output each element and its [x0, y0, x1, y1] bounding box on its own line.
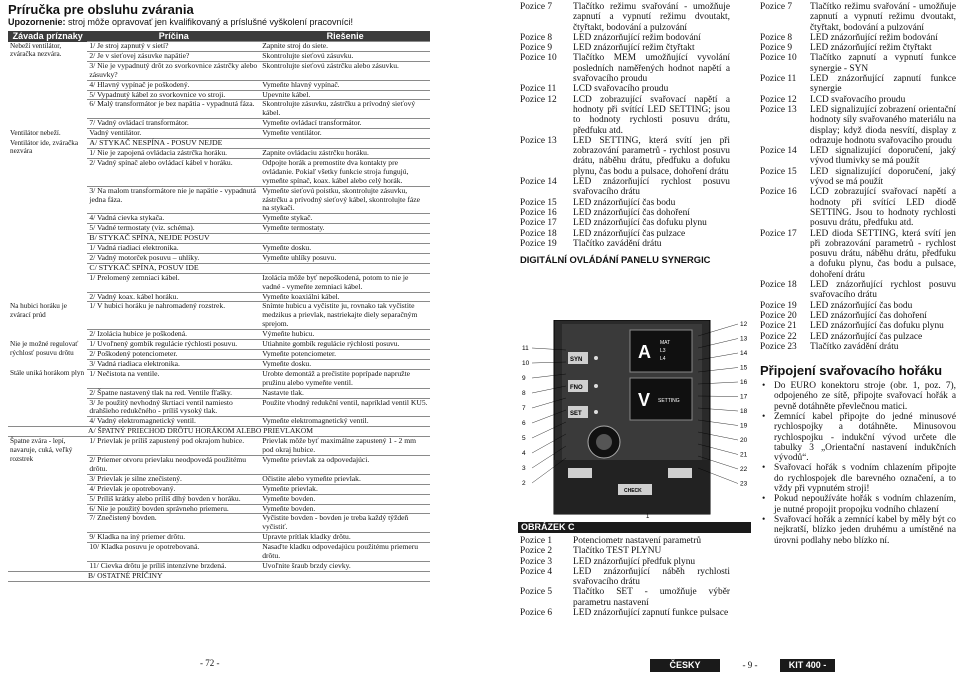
l3-label: L3 [660, 348, 666, 354]
warning-body: stroj môže opravovať jen kvalifikovaný a príslušné vyškolení pracovníci! [65, 17, 354, 27]
position-key: Pozice 4 [520, 566, 553, 577]
cause-cell: C/ STYKAČ SPÍNA, POSUV IDE [87, 263, 260, 273]
callout-number: 3 [522, 465, 526, 472]
position-item [760, 342, 956, 352]
solution-cell: Vymeňte uhlíky posuvu. [260, 253, 430, 263]
position-desc: LED znázorňující čas dohoření [810, 310, 927, 321]
position-item [520, 33, 730, 43]
cause-cell: 7/ Vadný ovládací transformátor. [87, 119, 260, 129]
position-key: Pozice 7 [760, 2, 793, 12]
position-desc: LED znázorňující režim čtyřtakt [810, 43, 932, 54]
position-key: Pozice 19 [520, 238, 557, 249]
setting-label: SETTING [658, 398, 680, 404]
solution-cell: Vymeňte termostaty. [260, 224, 430, 234]
callout-number: 22 [740, 466, 748, 473]
display-a-label: A [638, 342, 651, 362]
position-item [520, 208, 730, 218]
position-desc: LED signalizující doporučení, jaký vývod se má použít [810, 166, 956, 188]
callout-number: 12 [740, 321, 748, 328]
position-desc: LED signalizující doporučení, jaký vývod tlumivky se má použít [810, 146, 956, 167]
solution-cell: Skontrolujte sieťovú zástrčku alebo zásuvku. [260, 61, 430, 80]
table-row [8, 369, 430, 388]
bullet-item: • Zemnící kabel připojte do jedné minusové rychlospojky a dotáhněte. Minusovou rychlospojku - indukční vývod určete dle tabulky 3 „Orientační nastavení indukčních vývodů“. [774, 412, 956, 463]
cause-cell: 4/ Prievlak je opotrebovaný. [87, 484, 260, 494]
position-item [520, 608, 730, 618]
position-desc: LED znázorňující čas dofuku plynu [810, 321, 944, 332]
position-desc: LED znázorňující režim bodování [810, 32, 938, 43]
cause-cell: 3/ Prievlak je silne znečistený. [87, 474, 260, 484]
cause-cell: 1/ Vadná riadiaci elektronika. [87, 244, 260, 254]
position-key: Pozice 12 [760, 94, 797, 105]
solution-cell: Uvoľnite šraub brzdy cievky. [260, 561, 430, 571]
position-item [520, 95, 730, 136]
cause-cell: 10/ Kladka posuvu je opotrebovaná. [87, 543, 260, 562]
position-item [520, 229, 730, 239]
position-desc: LED znázorňující čas pulzace [573, 228, 686, 239]
position-key: Pozice 3 [520, 556, 553, 567]
cause-cell: 1/ Nie je zapojená ovládacia zástrčka horáku. [87, 148, 260, 158]
position-desc: LED znázorňující předfuk plynu [573, 556, 696, 567]
position-desc: LCD svařovacího proudu [573, 84, 669, 95]
cause-cell: 2/ Je v sieťovej zásuvke napätie? [87, 51, 260, 61]
cause-cell: 1/ Prelomený zemniaci kábel. [87, 273, 260, 292]
position-key: Pozice 11 [520, 84, 557, 95]
position-desc: LED znázorňující náběh rychlosti svařovacího drátu [573, 566, 730, 588]
position-desc: LED znázorňující čas pulzace [810, 331, 923, 342]
gas-test-button[interactable] [568, 468, 592, 478]
cause-cell: 1/ V hubici horáku je nahromadený rozstrek. [87, 302, 260, 330]
cause-cell: 4/ Hlavný vypínač je poškodený. [87, 80, 260, 90]
position-desc: LED znázorňující čas dofuku plynu [573, 218, 707, 229]
synergic-panel-diagram [518, 320, 758, 520]
page-number-right: - 9 - [742, 660, 758, 670]
table-section-row [8, 427, 430, 437]
fault-cell: Ventilátor ide, zváračka nezvára [10, 138, 79, 156]
solution-cell: Odpojte horák a premostite dva kontakty pre ovládanie. Pokiaľ všetky funkcie stroja fungujú, vymeňte spínač, koax. kábel alebo celý horák. [260, 158, 430, 186]
bullet-item: • Do EURO konektoru stroje (obr. 1, poz. 7), odpojeného ze sítě, připojte svařovací hořák a pevně dotáhněte převlečnou matici. [774, 381, 956, 412]
warning-label: Upozornenie: [8, 17, 66, 27]
cause-cell: 1/ Nečistota na ventile. [87, 369, 260, 388]
fault-cell: Špatne zvára - lepí, navaruje, cuká, veľký rozstrek [8, 437, 87, 572]
position-item [520, 2, 730, 33]
section-heading: Připojení svařovacího hořáku [760, 363, 943, 379]
position-desc: Tlačítko zavádění drátu [810, 341, 899, 352]
position-key: Pozice 6 [520, 608, 553, 619]
fault-cell: Na hubici horáku je zvárací prúd [10, 301, 67, 319]
bullet-list [760, 381, 956, 546]
solution-cell: Vymeňte prievlak za odpovedajúci. [260, 455, 430, 474]
bullet-item: • Svařovací hořák s vodním chlazením připojte do rychlospojek dle barevného označení, a to vždy při vypnutém stroji! [774, 463, 956, 494]
callout-number: 18 [740, 408, 748, 415]
position-key: Pozice 7 [520, 2, 553, 12]
solution-cell: Zapnite stroj do siete. [260, 42, 430, 52]
header-cause: Príčina [87, 31, 260, 42]
position-desc: LED znázorňující čas dohoření [573, 207, 690, 218]
table-section-row [8, 139, 430, 149]
position-key: Pozice 9 [760, 43, 793, 54]
solution-cell: Skontrolujte zásuvku, zástrčku a prívodný sieťový kábel. [260, 100, 430, 119]
position-desc: LED znázorňující rychlost posuvu svařovacího drátu [810, 280, 956, 301]
callout-number: 20 [740, 437, 748, 444]
position-item [760, 280, 956, 301]
position-item [760, 105, 956, 146]
led-indicator [594, 410, 598, 414]
position-list-b [520, 536, 730, 618]
position-item [520, 177, 730, 198]
cause-cell: 3/ Vadná riadiaca elektronika. [87, 359, 260, 369]
position-desc: LED znázorňující režim čtyřtakt [573, 43, 695, 54]
callout-number: 5 [522, 435, 526, 442]
solution-cell: Upravte prítlak kladky drôtu. [260, 533, 430, 543]
position-item [520, 198, 730, 208]
position-item [760, 95, 956, 105]
callout-number: 8 [522, 390, 526, 397]
position-desc: LED SETTING, která svítí jen při zobrazování parametrů - rychlost posuvu drátu, náběhu drátu, předfuku a dofuku plynu, čas bodu a pulsace, dohoření drátu [573, 135, 730, 177]
position-item [520, 546, 730, 556]
solution-cell: Vymeňte potenciometer. [260, 350, 430, 360]
fno-label: FNO [570, 385, 583, 391]
position-item [520, 84, 730, 94]
display-v-label: V [638, 390, 651, 410]
fault-cell: Ventilátor nebeží. [10, 128, 61, 137]
position-key: Pozice 18 [520, 228, 557, 239]
cause-cell: 4/ Vadný elektromagnetický ventil. [87, 417, 260, 427]
cause-cell: 1/ Prievlak je príliš zapustený pod okrajom hubice. [87, 437, 260, 456]
solution-cell: Vymeňte bovden. [260, 504, 430, 514]
position-key: Pozice 10 [520, 53, 557, 64]
solution-cell: Utiahnite gombík regulácie rýchlosti posuvu. [260, 340, 430, 350]
cause-cell: A/ STYKAČ NESPÍNA - POSUV NEJDE [87, 139, 260, 149]
position-desc: LED znázorňující čas bodu [810, 300, 913, 311]
position-desc: LED znázorňující režim bodování [573, 32, 701, 43]
solution-cell: Upevnite kábel. [260, 90, 430, 100]
wire-feed-button[interactable] [668, 468, 692, 478]
cause-cell: 6/ Nie je použitý bovden správneho priemeru. [87, 504, 260, 514]
solution-cell: Vymeňte koaxiálni kábel. [260, 292, 430, 302]
solution-cell: Vyčistite bovden - bovden je treba každý týždeň vyčistiť. [260, 514, 430, 533]
position-desc: Potenciometr nastavení parametrů [573, 536, 702, 546]
set-label: SET [570, 411, 582, 417]
position-key: Pozice 5 [520, 587, 553, 598]
position-item [520, 53, 730, 84]
callout-number: 16 [740, 379, 748, 386]
cause-cell: 3/ Je použitý nevhodný škrtiaci ventil namiesto drahšieho redukčného - príliš vysoký tlak. [87, 398, 260, 417]
solution-cell: Vymeňte stykač. [260, 214, 430, 224]
solution-cell: Skontrolujte sieťovú zásuvku. [260, 51, 430, 61]
position-key: Pozice 11 [760, 74, 797, 85]
troubleshooting-table [8, 31, 430, 582]
cause-cell: 5/ Vadné termostaty (viz. schéma). [87, 224, 260, 234]
middle-column-b [520, 536, 730, 618]
solution-cell: Snímte hubicu a vyčistite ju, rovnako tak vyčistite medzikus a prievlak, nastriekajte diely separačným sprejom. [260, 302, 430, 330]
solution-cell: Izolácia môže byť nepoškodená, potom to nie je vadné - vymeňte zemniaci kábel. [260, 273, 430, 292]
fault-cell: Nie je možné regulovať rýchlosť posuvu drôtu [10, 339, 79, 357]
fault-cell: Nebeží ventilátor, zváračka nezvára. [10, 41, 62, 59]
position-desc: Tlačítko zavádění drátu [573, 238, 662, 249]
cause-cell: 2/ Priemer otvoru prievlaku neodpovedá použitému drôtu. [87, 455, 260, 474]
position-list-a [520, 2, 730, 249]
callout-number: 17 [740, 393, 748, 401]
position-item [520, 43, 730, 53]
solution-cell: Výmeňte hubicu. [260, 330, 430, 340]
position-item [760, 53, 956, 74]
page-number-left: - 72 - [200, 658, 220, 668]
cause-cell: 2/ Poškodený potenciometer. [87, 350, 260, 360]
callout-number: 2 [522, 480, 526, 487]
cause-cell: 2/ Vadný spínač alebo ovládací kábel v horáku. [87, 158, 260, 186]
cause-cell: 1/ Uvoľnený gombík regulácie rýchlosti posuvu. [87, 340, 260, 350]
position-key: Pozice 16 [760, 187, 797, 198]
callout-number: 21 [740, 451, 748, 459]
cause-cell: 6/ Malý transformátor je bez napätia - vypadnutá fáza. [87, 100, 260, 119]
cause-cell: 11/ Cievka drôtu je príliš intenzívne brzdená. [87, 561, 260, 571]
callout-number: 19 [740, 422, 748, 430]
header-fault: Závada príznaky [8, 31, 87, 42]
callout-number: 14 [740, 350, 748, 357]
warning-text [8, 17, 353, 27]
position-desc: LED signalizující zobrazení orientační hodnoty síly svařovaného materiálu na display; když dioda nesvítí, display z odrazuje hodnotu svařovacího proudu [810, 104, 956, 146]
position-item [760, 229, 956, 280]
position-item [760, 301, 956, 311]
bullet-item: • Pokud nepoužíváte hořák s vodním chlazením, je nutné propojit propojku vodního chlazení [774, 494, 956, 515]
solution-cell: Vymeňte dosku. [260, 359, 430, 369]
cause-cell: 5/ Príliš krátky alebo príliš dlhý bovden v horáku. [87, 494, 260, 504]
solution-cell [260, 234, 430, 244]
position-desc: Tlačítko režimu svařování - umožňuje zapnutí a vypnutí režimu dvoutakt, čtyřtakt, bodování a pulzování [573, 2, 730, 33]
callout-number: 4 [522, 450, 526, 457]
section-label: B/ OSTATNÉ PRÍČINY [8, 571, 430, 581]
position-desc: LCD zobrazující svařovací napětí a hodnoty při svítící LED SETTING; jsou to hodnoty rychlosti posuvu drátu, předfuku atd. [573, 94, 730, 136]
position-key: Pozice 13 [760, 104, 797, 115]
table-row [8, 340, 430, 350]
l4-label: L4 [660, 356, 666, 362]
callout-number: 10 [522, 360, 530, 367]
page-title: Príručka pre obsluhu zvárania [8, 2, 194, 17]
footer-language: ČESKY [650, 659, 720, 672]
position-key: Pozice 14 [760, 146, 797, 157]
panel-title: DIGITÁLNÍ OVLÁDÁNÍ PANELU SYNERGIC [520, 254, 711, 266]
position-item [760, 43, 956, 53]
position-key: Pozice 19 [760, 300, 797, 311]
position-desc: LED znázorňující rychlost posuvu svařovacího drátu [573, 177, 730, 198]
position-key: Pozice 15 [520, 197, 557, 208]
solution-cell: Prievlak môže byť maximálne zapustený 1 - 2 mm pod okraj hubice. [260, 437, 430, 456]
knob-cap [596, 434, 612, 450]
cause-cell: 2/ Vadný koax. kábel horáku. [87, 292, 260, 302]
position-item [520, 536, 730, 546]
fault-cell: Stále uniká horákom plyn [8, 369, 87, 426]
position-desc: Tlačítko SET - umožňuje výběr parametru nastavení [573, 587, 730, 608]
section-label: A/ ŠPATNÝ PRIECHOD DRÔTU HORÁKOM ALEBO PRIEVLAKOM [8, 427, 430, 437]
callout-number: 15 [740, 364, 748, 372]
solution-cell: Vymeňte sieťovú poistku, skontrolujte zásuvku, zástrčku a prívodný sieťový kábel, skontrolujte fáze na stykači. [260, 186, 430, 214]
led-indicator [594, 384, 598, 388]
position-key: Pozice 8 [760, 32, 793, 43]
position-key: Pozice 20 [760, 310, 797, 321]
cause-cell: 2/ Špatne nastavený tlak na red. Ventile fľašky. [87, 388, 260, 398]
solution-cell: Vymeňte bovden. [260, 494, 430, 504]
cause-cell: 4/ Vadná cievka stykača. [87, 214, 260, 224]
solution-cell: Nasaďte kladku odpovedajúcu použitému priemeru drôtu. [260, 543, 430, 562]
position-desc: LED dioda SETTING, která svítí jen při zobrazování parametrů - rychlost posuvu drátu, náběhu drátu, předfuku a dofuku plynu, čas bodu a pulsace, dohoření drátu [810, 228, 956, 280]
position-key: Pozice 21 [760, 321, 797, 332]
position-key: Pozice 18 [760, 280, 797, 291]
position-desc: Tlačítko TEST PLYNU [573, 546, 662, 557]
position-key: Pozice 8 [520, 32, 553, 43]
position-item [760, 2, 956, 33]
position-key: Pozice 1 [520, 536, 553, 546]
position-key: Pozice 2 [520, 546, 553, 557]
solution-cell [260, 139, 430, 149]
table-row [8, 302, 430, 330]
position-desc: LED znázorňující zapnutí funkce pulsace [573, 608, 729, 619]
position-key: Pozice 12 [520, 94, 557, 105]
position-item [520, 587, 730, 608]
position-item [760, 187, 956, 228]
callout-number: 11 [522, 345, 529, 352]
mat-label: MAT [660, 340, 671, 346]
position-item [520, 567, 730, 588]
solution-cell: Zapnite ovládaciu zástrčku horáku. [260, 148, 430, 158]
solution-cell: Vymeňte elektromagnetický ventil. [260, 417, 430, 427]
solution-cell: Urobte demontáž a prečistite poprípade napružte pružinu alebo vymeňte ventil. [260, 369, 430, 388]
solution-cell: Vymeňte ovládací transformátor. [260, 119, 430, 129]
position-key: Pozice 16 [520, 207, 557, 218]
position-item [520, 557, 730, 567]
cause-cell: 2/ Vadný motorček posuvu – uhlíky. [87, 253, 260, 263]
cause-cell: 9/ Kladka na iný priemer drôtu. [87, 533, 260, 543]
cause-cell: 1/ Je stroj zapnutý v sietí? [87, 42, 260, 52]
position-key: Pozice 17 [760, 228, 797, 239]
cause-cell: 3/ Na malom transformátore nie je napätie - vypadnutá jedna fáza. [87, 186, 260, 214]
position-key: Pozice 15 [760, 166, 797, 177]
callout-number: 23 [740, 480, 748, 488]
position-item [760, 167, 956, 188]
position-desc: Tlačítko zapnutí a vypnutí funkce synergie - SYN [810, 53, 956, 74]
position-key: Pozice 13 [520, 135, 557, 146]
solution-cell: Vymeňte prievlak. [260, 484, 430, 494]
solution-cell: Vymeňte hlavný vypínač. [260, 80, 430, 90]
position-item [520, 218, 730, 228]
solution-cell: Vymeňte dosku. [260, 244, 430, 254]
table-section-row [8, 571, 430, 581]
callout-number: 13 [740, 335, 748, 343]
cause-cell: 2/ Izolácia hubice je poškodená. [87, 330, 260, 340]
position-desc: Tlačítko režimu svařování - umožňuje zapnutí a vypnutí režimu dvoutakt, čtyřtakt, bodování a pulzování [810, 2, 956, 33]
cause-cell: 5/ Vypadnutý kábel zo svorkovnice vo stroji. [87, 90, 260, 100]
cause-cell: Vadný ventilátor. [87, 129, 260, 139]
right-column [760, 2, 956, 546]
figure-caption: OBRÁZEK C [518, 522, 751, 533]
cause-cell: 3/ Nie je vypadnutý drôt zo svorkovnice zástrčky alebo zásuvky? [87, 61, 260, 80]
callout-number: 9 [522, 375, 526, 382]
position-item [760, 146, 956, 167]
position-key: Pozice 17 [520, 218, 557, 229]
led-indicator [594, 356, 598, 360]
table-header-row [8, 31, 430, 42]
bullet-item: • Svařovací hořák a zemnící kabel by měly být co nejkratší, blízko jeden druhému a umístěné na úrovni podlahy nebo blízko ní. [774, 515, 956, 546]
position-item [760, 33, 956, 43]
position-desc: LED znázorňující čas bodu [573, 197, 676, 208]
position-key: Pozice 10 [760, 53, 797, 64]
position-item [520, 239, 730, 249]
position-item [760, 311, 956, 321]
position-item [760, 321, 956, 331]
position-desc: LED znázorňující zapnutí funkce synergie [810, 74, 956, 95]
check-label: CHECK [624, 488, 642, 494]
cause-cell: B/ STYKAČ SPÍNA, NEJDE POSUV [87, 234, 260, 244]
solution-cell: Nastavte tlak. [260, 388, 430, 398]
footer-model: KIT 400 - 500 [780, 659, 835, 672]
solution-cell: Vymeňte ventilátor. [260, 129, 430, 139]
solution-cell: Očistite alebo vymeňte prievlak. [260, 474, 430, 484]
position-desc: Tlačítko MEM umožňující vyvolání posledních naměřených hodnot napětí a svařovacího proudu [573, 53, 730, 85]
table-row [8, 437, 430, 456]
callout-number: 6 [522, 420, 526, 427]
solution-cell [260, 263, 430, 273]
position-key: Pozice 14 [520, 177, 557, 188]
position-item [760, 74, 956, 95]
syn-label: SYN [570, 357, 583, 363]
position-key: Pozice 9 [520, 43, 553, 54]
position-desc: LCD zobrazující svařovací napětí a hodnoty při svítící LED diodě SETTING. Jsou to hodnoty rychlosti posuvu drátu, předfuku atd. [810, 187, 956, 229]
callout-number: 7 [522, 405, 526, 412]
position-item [520, 136, 730, 177]
position-item [760, 332, 956, 342]
header-solution: Riešenie [260, 31, 430, 42]
middle-column [520, 2, 730, 265]
position-key: Pozice 23 [760, 341, 797, 352]
solution-cell: Použite vhodný redukční ventil, napríklad ventil KU5. [260, 398, 430, 417]
position-key: Pozice 22 [760, 331, 797, 342]
table-row [8, 42, 430, 52]
cause-cell: 7/ Znečistený bovden. [87, 514, 260, 533]
position-desc: LCD svařovacího proudu [810, 94, 906, 105]
callout-1: 1 [646, 514, 650, 520]
position-list-c [760, 2, 956, 352]
